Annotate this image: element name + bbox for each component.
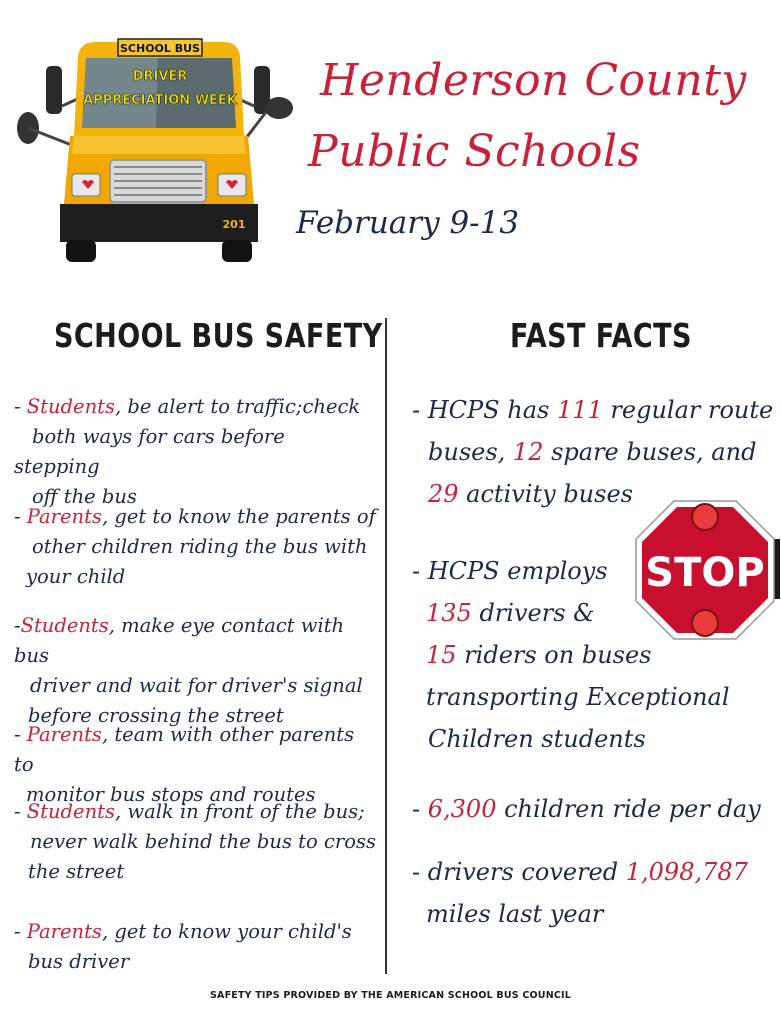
fact-riders-per-day: - 6,300 children ride per day [412, 795, 761, 823]
title-line-2: Public Schools [308, 126, 641, 177]
safety-item: - Parents, get to know the parents of other children riding the bus with your child [14, 505, 376, 588]
safety-item: - Parents, team with other parents to monitor bus stops and routes [14, 723, 355, 806]
safety-item: -Students, make eye contact with bus driver and wait for driver's signal before crossing the street [14, 614, 363, 727]
facts-heading: FAST FACTS [510, 316, 692, 355]
fact-employees: - HCPS employs 135 drivers & 15 riders on buses transporting Exceptional Children students [412, 557, 730, 753]
column-divider [385, 318, 387, 974]
safety-heading: SCHOOL BUS SAFETY [54, 316, 383, 355]
stop-sign-text: STOP [645, 550, 765, 596]
safety-item: - Students, walk in front of the bus; never walk behind the bus to cross the street [14, 800, 376, 883]
bus-number: 201 [222, 218, 246, 231]
stop-sign-image [630, 495, 780, 645]
safety-item: - Parents, get to know your child's bus driver [14, 920, 352, 973]
school-bus-image [14, 36, 304, 266]
bus-banner-line2: APPRECIATION WEEK [83, 93, 237, 108]
safety-item: - Students, be alert to traffic;check both ways for cars before stepping off the bus [14, 395, 361, 508]
bus-banner-line1: DRIVER [132, 69, 188, 84]
title-line-1: Henderson County [320, 55, 747, 106]
event-date: February 9-13 [296, 205, 520, 241]
fact-bus-counts: - HCPS has 111 regular route buses, 12 spare buses, and 29 activity buses [412, 396, 774, 508]
bus-sign-text: SCHOOL BUS [120, 42, 200, 55]
footer-credit: SAFETY TIPS PROVIDED BY THE AMERICAN SCHOOL BUS COUNCIL [209, 990, 572, 1001]
fact-miles: - drivers covered 1,098,787 miles last year [412, 858, 748, 928]
